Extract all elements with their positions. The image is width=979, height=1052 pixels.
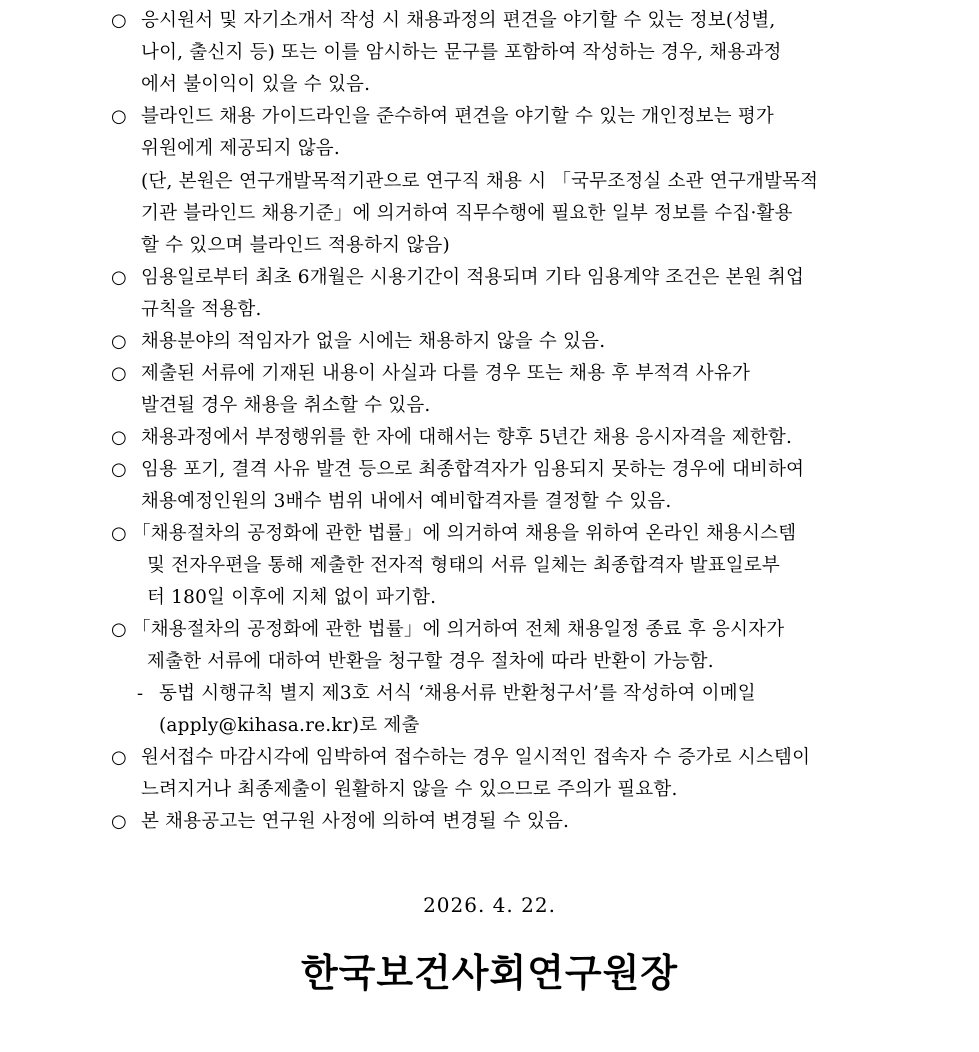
notice-line: 채용분야의 적임자가 없을 시에는 채용하지 않을 수 있음. (141, 331, 606, 352)
notice-line: 「채용절차의 공정화에 관한 법률」에 의거하여 전체 채용일정 종료 후 응시자가 (132, 619, 785, 640)
notice-line: 발견될 경우 채용을 취소할 수 있음. (141, 395, 431, 416)
notice-subline: 동법 시행규칙 별지 제3호 서식 ‘채용서류 반환청구서’를 작성하여 이메일 (159, 683, 756, 704)
notice-line: 임용 포기, 결격 사유 발견 등으로 최종합격자가 임용되지 못하는 경우에 대비하여 (141, 459, 805, 480)
bullet-icon: ○ (111, 106, 127, 127)
notice-line: 에서 불이익이 있을 수 있음. (141, 74, 371, 95)
bullet-icon: ○ (111, 523, 127, 544)
notice-line: 「채용절차의 공정화에 관한 법률」에 의거하여 채용을 위하여 온라인 채용시스템 (132, 523, 797, 544)
notice-line: 터 180일 이후에 지체 없이 파기함. (147, 587, 437, 608)
notice-line: 느려지거나 최종제출이 원활하지 않을 수 있으므로 주의가 필요함. (141, 779, 678, 800)
notice-line: 응시원서 및 자기소개서 작성 시 채용과정의 편견을 야기할 수 있는 정보(성별, (141, 10, 776, 31)
bullet-icon: ○ (111, 331, 127, 352)
bullet-icon: ○ (111, 459, 127, 480)
bullet-icon: ○ (111, 427, 127, 448)
notice-line: 채용예정인원의 3배수 범위 내에서 예비합격자를 결정할 수 있음. (141, 491, 672, 512)
notice-line: (단, 본원은 연구개발목적기관으로 연구직 채용 시 「국무조정실 소관 연구개발목적 (141, 171, 819, 192)
notice-line: 본 채용공고는 연구원 사정에 의하여 변경될 수 있음. (141, 811, 570, 832)
bullet-icon: ○ (111, 363, 127, 384)
bullet-icon: ○ (111, 747, 127, 768)
bullet-icon: ○ (111, 10, 127, 31)
notice-line: 나이, 출신지 등) 또는 이를 암시하는 문구를 포함하여 작성하는 경우, 채용과정 (141, 42, 782, 63)
institute-director-signature: 한국보건사회연구원장 (300, 950, 679, 995)
dash-icon: - (137, 683, 144, 704)
announcement-date: 2026. 4. 22. (423, 893, 556, 917)
bullet-icon: ○ (111, 619, 127, 640)
notice-line: 제출된 서류에 기재된 내용이 사실과 다를 경우 또는 채용 후 부적격 사유가 (141, 363, 751, 384)
notice-subline: (apply@kihasa.re.kr)로 제출 (159, 715, 420, 736)
notice-line: 기관 블라인드 채용기준」에 의거하여 직무수행에 필요한 일부 정보를 수집·활용 (141, 203, 793, 224)
bullet-icon: ○ (111, 267, 127, 288)
notice-line: 임용일로부터 최초 6개월은 시용기간이 적용되며 기타 임용계약 조건은 본원 취업 (141, 267, 805, 288)
notice-line: 규칙을 적용함. (141, 299, 262, 320)
notice-line: 위원에게 제공되지 않음. (141, 138, 340, 159)
notice-line: 및 전자우편을 통해 제출한 전자적 형태의 서류 일체는 최종합격자 발표일로부 (147, 555, 781, 576)
bullet-icon: ○ (111, 811, 127, 832)
notice-line: 제출한 서류에 대하여 반환을 청구할 경우 절차에 따라 반환이 가능함. (147, 651, 714, 672)
notice-line: 원서접수 마감시각에 임박하여 접수하는 경우 일시적인 접속자 수 증가로 시스템이 (141, 747, 811, 768)
notice-line: 할 수 있으며 블라인드 적용하지 않음) (141, 235, 450, 256)
notice-line: 채용과정에서 부정행위를 한 자에 대해서는 향후 5년간 채용 응시자격을 제한함. (141, 427, 793, 448)
notice-line: 블라인드 채용 가이드라인을 준수하여 편견을 야기할 수 있는 개인정보는 평가 (141, 106, 775, 127)
